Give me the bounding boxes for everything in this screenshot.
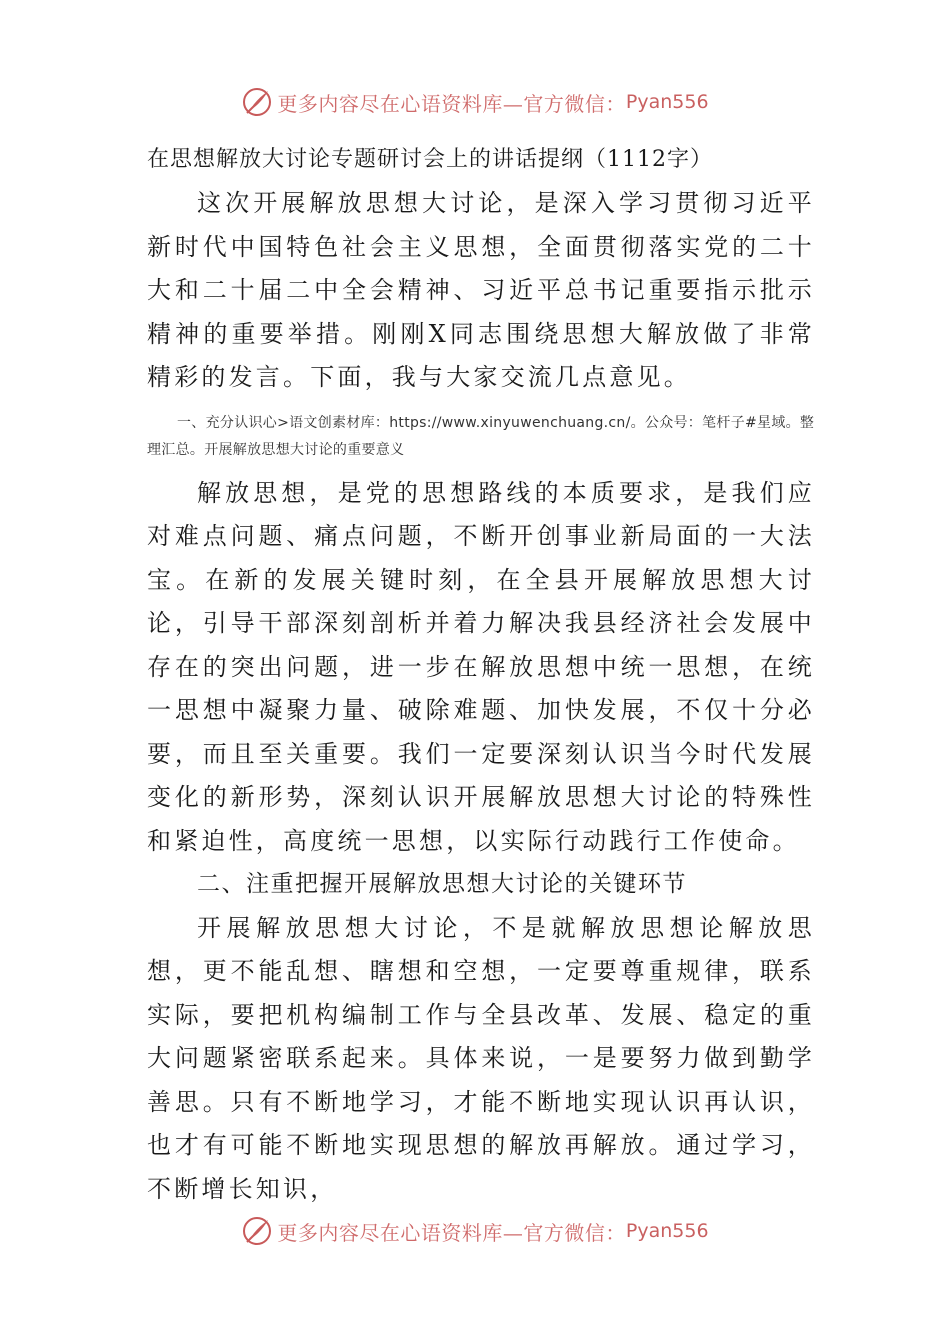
paragraph-intro: 这次开展解放思想大讨论，是深入学习贯彻习近平新时代中国特色社会主义思想，全面贯彻落实党的二十大和二十届二中全会精神、习近平总书记重要指示批示精神的重要举措。刚刚X同志围绕思想大解放做了非常精彩的发言。下面，我与大家交流几点意见。 [147, 189, 815, 391]
paragraph-key-links: 开展解放思想大讨论，不是就解放思想论解放思想，更不能乱想、瞎想和空想，一定要尊重规律，联系实际，要把机构编制工作与全县改革、发展、稳定的重大问题紧密联系起来。具体来说，一是要努力做到勤学善思。只有不断地学习，才能不断地实现认识再认识，也才有可能不断地实现思想的解放再解放。通过学习，不断增长知识， [147, 913, 815, 1203]
wechat-id: Pyan556 [625, 1220, 709, 1242]
section-heading-2: 二、注重把握开展解放思想大讨论的关键环节 [197, 871, 687, 897]
document-title: 在思想解放大讨论专题研讨会上的讲话提纲（1112字） [147, 147, 713, 172]
quill-logo-icon [241, 1215, 273, 1247]
document-body [147, 140, 815, 1211]
quill-logo-icon [241, 86, 273, 118]
watermark-banner-top [0, 80, 950, 124]
section-heading-1: 一、充分认识心>语文创素材库：https://www.xinyuwenchuang.cn/。公众号：笔杆子#星域。整理汇总。开展解放思想大讨论的重要意义 [147, 414, 815, 458]
watermark-banner-bottom [0, 1209, 950, 1253]
wechat-id: Pyan556 [625, 91, 709, 113]
paragraph-significance: 解放思想，是党的思想路线的本质要求，是我们应对难点问题、痛点问题，不断开创事业新局面的一大法宝。在新的发展关键时刻，在全县开展解放思想大讨论，引导干部深刻剖析并着力解决我县经济社会发展中存在的突出问题，进一步在解放思想中统一思想，在统一思想中凝聚力量、破除难题、加快发展，不仅十分必要，而且至关重要。我们一定要深刻认识当今时代发展变化的新形势，深刻认识开展解放思想大讨论的特殊性和紧迫性，高度统一思想，以实际行动践行工作使命。 [147, 478, 815, 855]
watermark-text: 更多内容尽在心语资料库—官方微信： [277, 1220, 626, 1245]
watermark-text: 更多内容尽在心语资料库—官方微信： [277, 91, 626, 116]
